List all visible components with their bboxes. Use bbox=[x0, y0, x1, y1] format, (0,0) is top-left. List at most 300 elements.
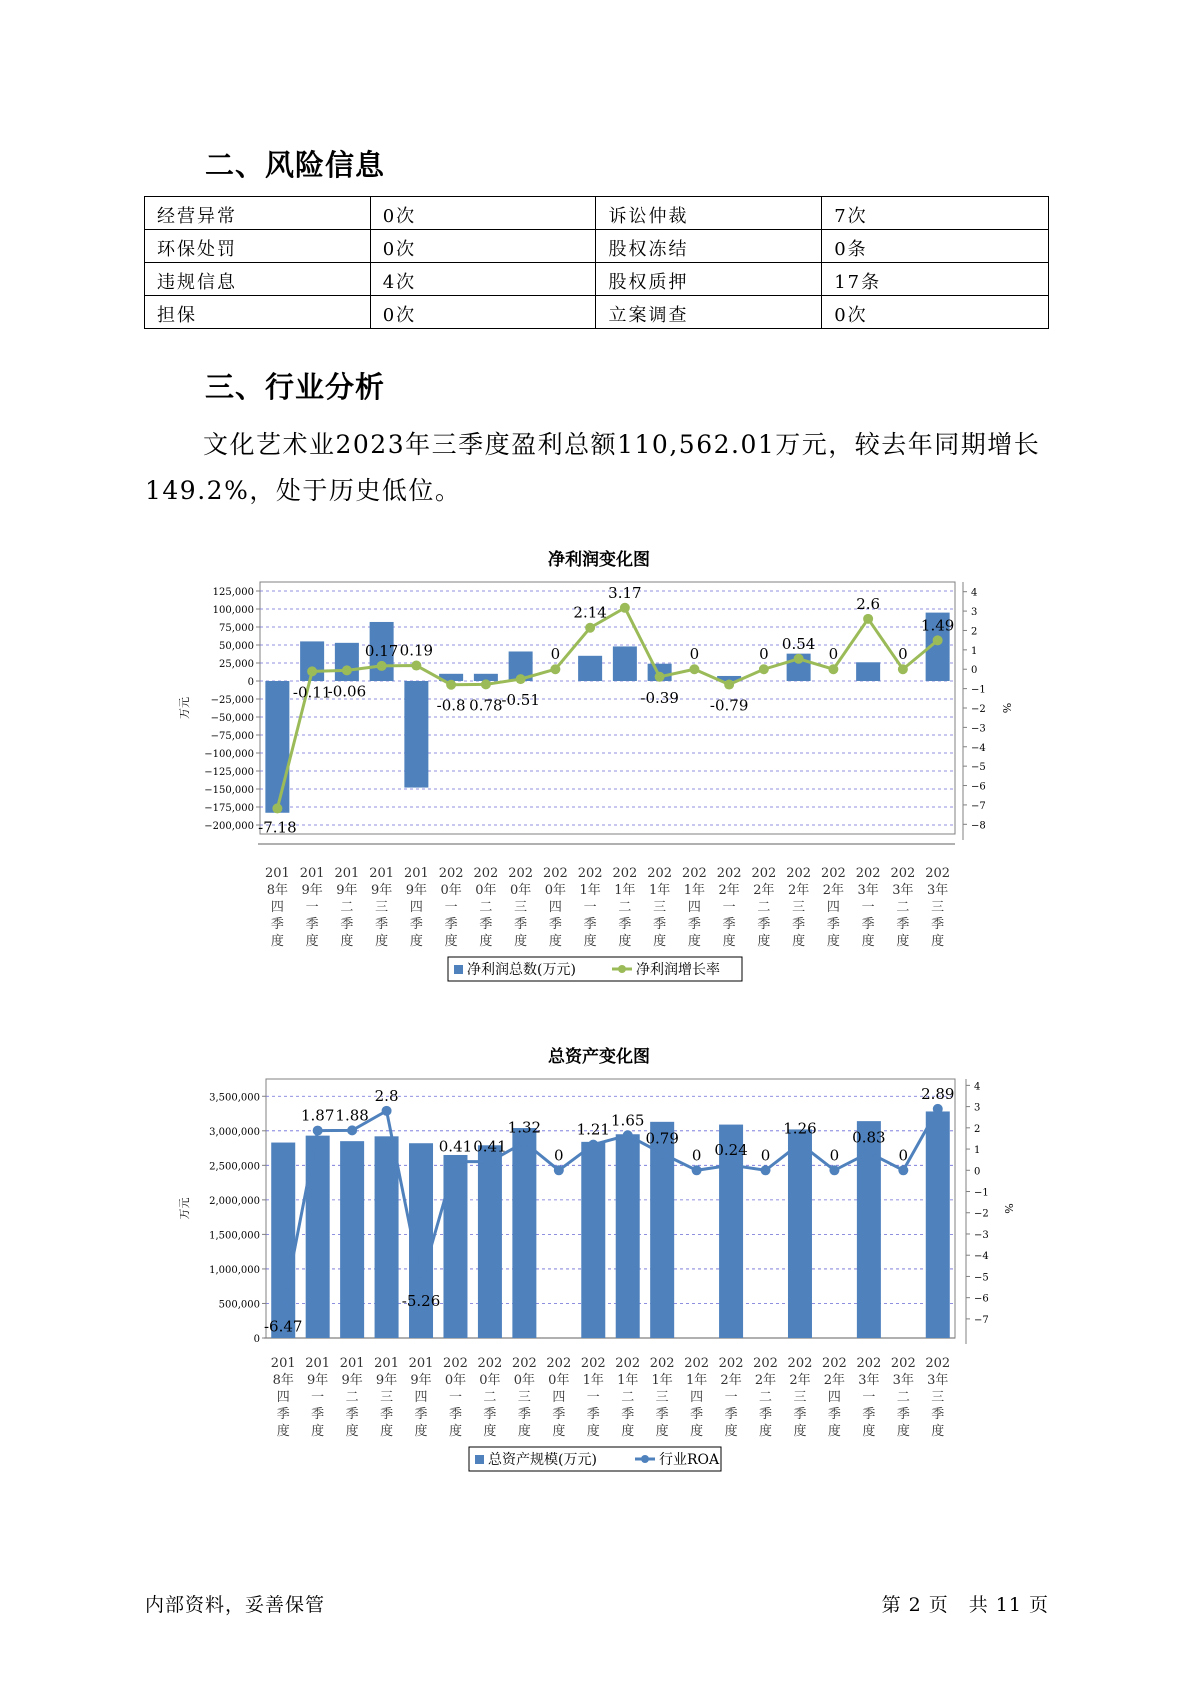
y-tick-label: 2,000,000 bbox=[209, 1195, 260, 1207]
data-label: 0.24 bbox=[714, 1141, 748, 1160]
risk-item-value: 7次 bbox=[822, 197, 1049, 230]
y-tick-label: 1,500,000 bbox=[209, 1230, 260, 1242]
line-point bbox=[272, 803, 282, 813]
x-tick-label: 202 bbox=[684, 1356, 710, 1371]
y2-tick-label: −2 bbox=[971, 704, 986, 715]
y-tick-label: −200,000 bbox=[204, 821, 254, 832]
x-tick-label: 季 bbox=[862, 1407, 876, 1422]
y-tick-label: 0 bbox=[247, 677, 254, 688]
x-tick-label: 季 bbox=[311, 1407, 325, 1422]
x-tick-label: 季 bbox=[757, 917, 771, 932]
data-label: 0 bbox=[550, 645, 561, 664]
x-tick-label: 2年 bbox=[822, 883, 845, 898]
x-tick-label: 三 bbox=[792, 900, 806, 915]
y-tick-label: −50,000 bbox=[210, 713, 254, 724]
x-tick-label: 1年 bbox=[683, 883, 706, 898]
data-label: -0.11 bbox=[292, 683, 332, 702]
risk-item-value: 0次 bbox=[370, 296, 596, 329]
risk-table-row bbox=[145, 230, 1049, 263]
bar-2018年四季度 bbox=[265, 681, 289, 813]
y2-tick-label: −5 bbox=[974, 1272, 989, 1284]
x-tick-label: 一 bbox=[311, 1390, 325, 1405]
x-tick-label: 2年 bbox=[753, 883, 775, 898]
x-tick-label: 四 bbox=[276, 1390, 290, 1405]
x-tick-label: 季 bbox=[380, 1407, 394, 1422]
x-tick-label: 二 bbox=[483, 1390, 497, 1405]
x-tick-label: 二 bbox=[618, 900, 632, 915]
x-tick-label: 度 bbox=[270, 934, 284, 949]
x-tick-label: 202 bbox=[681, 866, 707, 881]
x-tick-label: 201 bbox=[403, 866, 429, 881]
y2-tick-label: 1 bbox=[974, 1145, 981, 1157]
x-tick-label: 202 bbox=[753, 1356, 778, 1371]
data-label: -0.51 bbox=[501, 691, 540, 710]
x-tick-label: 202 bbox=[822, 1356, 847, 1371]
x-tick-label: 季 bbox=[931, 1407, 945, 1422]
data-label: 1.26 bbox=[783, 1119, 817, 1138]
risk-item-label: 环保处罚 bbox=[145, 230, 371, 263]
x-tick-label: 202 bbox=[820, 866, 846, 881]
data-label: -0.8 bbox=[436, 696, 466, 715]
y-tick-label: 125,000 bbox=[212, 587, 254, 598]
data-label: 1.49 bbox=[920, 616, 955, 635]
x-tick-label: 三 bbox=[931, 1390, 945, 1405]
y2-tick-label: −7 bbox=[971, 800, 986, 812]
x-tick-label: 1年 bbox=[582, 1373, 604, 1388]
y2-tick-label: 3 bbox=[974, 1102, 981, 1114]
x-tick-label: 三 bbox=[931, 900, 945, 915]
footer-page-number: 第 2 页 共 11 页 bbox=[881, 1594, 1049, 1616]
legend-line-marker bbox=[641, 1455, 649, 1463]
x-tick-label: 202 bbox=[615, 1356, 641, 1371]
x-tick-label: 季 bbox=[826, 917, 840, 932]
x-tick-label: 度 bbox=[827, 1424, 841, 1439]
x-tick-label: 二 bbox=[759, 1390, 773, 1405]
line-point bbox=[585, 623, 595, 633]
y-tick-label: −175,000 bbox=[204, 803, 254, 814]
y2-tick-label: −3 bbox=[971, 723, 986, 735]
x-tick-label: 度 bbox=[896, 1424, 910, 1439]
x-tick-label: 3年 bbox=[892, 883, 914, 898]
line-point bbox=[828, 664, 838, 674]
bar-2021年二季度 bbox=[613, 646, 637, 681]
x-tick-label: 0年 bbox=[544, 883, 567, 898]
x-tick-label: 季 bbox=[305, 917, 319, 932]
line-point bbox=[342, 665, 352, 675]
data-label: 0 bbox=[759, 645, 769, 664]
line-point bbox=[554, 1165, 564, 1175]
y-axis-label: 万元 bbox=[178, 697, 191, 719]
y-tick-label: −125,000 bbox=[204, 767, 254, 778]
x-tick-label: 9年 bbox=[370, 883, 393, 898]
y2-axis-label: % bbox=[1000, 702, 1013, 714]
data-label: 2.8 bbox=[374, 1086, 399, 1105]
line-point bbox=[933, 1104, 943, 1114]
x-tick-label: 202 bbox=[925, 866, 951, 881]
x-tick-label: 季 bbox=[690, 1407, 704, 1422]
x-tick-label: 202 bbox=[477, 1356, 503, 1371]
x-tick-label: 四 bbox=[548, 900, 562, 915]
y-tick-label: −75,000 bbox=[210, 731, 254, 742]
x-tick-label: 201 bbox=[408, 1356, 434, 1371]
x-tick-label: 季 bbox=[409, 917, 423, 932]
x-tick-label: 度 bbox=[345, 1424, 359, 1439]
line-point bbox=[278, 1303, 288, 1313]
data-label: 0.83 bbox=[852, 1128, 886, 1147]
line-point bbox=[655, 672, 665, 682]
y2-tick-label: −4 bbox=[971, 742, 986, 754]
x-tick-label: 0年 bbox=[475, 883, 497, 898]
x-tick-label: 度 bbox=[444, 934, 458, 949]
line-point bbox=[450, 1157, 460, 1167]
risk-item-value: 0次 bbox=[370, 230, 596, 263]
data-label: 1.21 bbox=[576, 1120, 610, 1139]
data-label: 0 bbox=[828, 645, 839, 664]
risk-item-value: 0次 bbox=[822, 296, 1049, 329]
x-tick-label: 9年 bbox=[307, 1373, 329, 1388]
x-tick-label: 季 bbox=[687, 917, 701, 932]
risk-item-value: 4次 bbox=[370, 263, 596, 296]
x-tick-label: 9年 bbox=[410, 1373, 432, 1388]
x-tick-label: 0年 bbox=[513, 1373, 536, 1388]
x-tick-label: 202 bbox=[890, 1356, 916, 1371]
x-tick-label: 度 bbox=[757, 934, 771, 949]
industry-paragraph bbox=[145, 422, 1050, 514]
x-tick-label: 四 bbox=[270, 900, 284, 915]
data-label: -0.39 bbox=[640, 688, 679, 707]
bar-2020年二季度 bbox=[478, 1145, 502, 1338]
risk-item-label: 立案调查 bbox=[596, 296, 822, 329]
y-axis-label: 万元 bbox=[178, 1197, 191, 1220]
y2-tick-label: −5 bbox=[971, 762, 986, 774]
data-label: -7.18 bbox=[258, 818, 297, 837]
x-tick-label: 一 bbox=[583, 900, 597, 915]
x-tick-label: 一 bbox=[722, 900, 736, 915]
x-tick-label: 季 bbox=[722, 917, 736, 932]
legend-line-label: 行业ROA bbox=[659, 1452, 720, 1468]
line-point bbox=[898, 664, 908, 674]
data-label: 0.19 bbox=[399, 641, 434, 660]
x-tick-label: 度 bbox=[448, 1424, 462, 1439]
y-tick-label: 500,000 bbox=[218, 1299, 260, 1311]
x-tick-label: 度 bbox=[653, 934, 667, 949]
x-tick-label: 1年 bbox=[614, 883, 636, 898]
x-tick-label: 度 bbox=[414, 1424, 428, 1439]
x-tick-label: 202 bbox=[508, 866, 534, 881]
x-tick-label: 度 bbox=[276, 1424, 290, 1439]
line-point bbox=[864, 1148, 874, 1158]
x-tick-label: 季 bbox=[517, 1407, 531, 1422]
x-tick-label: 季 bbox=[375, 917, 389, 932]
x-tick-label: 一 bbox=[724, 1390, 738, 1405]
x-tick-label: 度 bbox=[690, 1424, 704, 1439]
x-tick-label: 度 bbox=[340, 934, 354, 949]
x-tick-label: 0年 bbox=[440, 883, 462, 898]
y-tick-label: 100,000 bbox=[212, 605, 254, 616]
x-tick-label: 202 bbox=[473, 866, 499, 881]
x-tick-label: 一 bbox=[305, 900, 319, 915]
x-tick-label: 四 bbox=[409, 900, 423, 915]
risk-item-value: 0次 bbox=[370, 197, 596, 230]
x-tick-label: 202 bbox=[443, 1356, 468, 1371]
risk-item-label: 违规信息 bbox=[145, 263, 371, 296]
x-tick-label: 202 bbox=[787, 1356, 813, 1371]
x-tick-label: 度 bbox=[380, 1424, 394, 1439]
x-tick-label: 1年 bbox=[648, 883, 671, 898]
x-tick-label: 0年 bbox=[479, 1373, 501, 1388]
x-tick-label: 2年 bbox=[718, 883, 740, 898]
x-tick-label: 度 bbox=[793, 1424, 807, 1439]
x-tick-label: 202 bbox=[577, 866, 603, 881]
legend-bar-label: 净利润总数(万元) bbox=[467, 962, 576, 978]
data-label: 3.17 bbox=[608, 583, 642, 602]
line-point bbox=[657, 1149, 667, 1159]
line-point bbox=[795, 1139, 805, 1149]
line-point bbox=[519, 1137, 529, 1147]
data-label: 0.41 bbox=[438, 1137, 473, 1156]
x-tick-label: 9年 bbox=[301, 883, 323, 898]
x-tick-label: 四 bbox=[687, 900, 701, 915]
risk-item-label: 担保 bbox=[145, 296, 371, 329]
data-label: 0 bbox=[898, 1146, 909, 1165]
y2-tick-label: 2 bbox=[971, 626, 978, 638]
x-tick-label: 二 bbox=[345, 1390, 359, 1405]
x-tick-label: 202 bbox=[649, 1356, 675, 1371]
x-tick-label: 季 bbox=[653, 917, 667, 932]
bar-2019年四季度 bbox=[404, 681, 428, 788]
risk-item-label: 诉讼仲裁 bbox=[596, 197, 822, 230]
x-tick-label: 度 bbox=[931, 1424, 945, 1439]
line-point bbox=[416, 1277, 426, 1287]
bar-2019年三季度 bbox=[375, 1136, 399, 1338]
x-tick-label: 202 bbox=[751, 866, 777, 881]
x-tick-label: 2年 bbox=[823, 1373, 846, 1388]
x-tick-label: 二 bbox=[479, 900, 493, 915]
total-assets-chart bbox=[0, 1065, 1191, 1495]
x-tick-label: 季 bbox=[759, 1407, 773, 1422]
y-tick-label: 75,000 bbox=[219, 623, 254, 634]
bar-2023年三季度 bbox=[926, 1111, 950, 1338]
x-tick-label: 三 bbox=[653, 900, 667, 915]
x-tick-label: 季 bbox=[931, 917, 945, 932]
y2-tick-label: 2 bbox=[974, 1123, 981, 1135]
bar-2021年二季度 bbox=[616, 1134, 640, 1338]
data-label: -6.47 bbox=[263, 1317, 303, 1336]
x-tick-label: 二 bbox=[340, 900, 354, 915]
x-tick-label: 度 bbox=[409, 934, 423, 949]
x-tick-label: 度 bbox=[517, 1424, 531, 1439]
risk-item-label: 经营异常 bbox=[145, 197, 371, 230]
data-label: 0 bbox=[898, 645, 908, 664]
line-point bbox=[620, 603, 630, 613]
x-tick-label: 季 bbox=[896, 1407, 910, 1422]
line-point bbox=[516, 674, 526, 684]
x-tick-label: 度 bbox=[655, 1424, 669, 1439]
x-tick-label: 度 bbox=[792, 934, 806, 949]
data-label: 0 bbox=[691, 1146, 702, 1165]
x-tick-label: 度 bbox=[311, 1424, 325, 1439]
line-point bbox=[726, 1160, 736, 1170]
x-tick-label: 度 bbox=[896, 934, 910, 949]
legend-line-marker bbox=[618, 965, 626, 973]
x-tick-label: 度 bbox=[862, 1424, 876, 1439]
y2-tick-label: −4 bbox=[974, 1251, 989, 1263]
y2-tick-label: −1 bbox=[971, 684, 986, 696]
data-label: 2.14 bbox=[573, 603, 607, 622]
x-tick-label: 202 bbox=[511, 1356, 537, 1371]
x-tick-label: 201 bbox=[299, 866, 325, 881]
x-tick-label: 度 bbox=[586, 1424, 600, 1439]
y2-tick-label: 0 bbox=[971, 665, 978, 677]
industry-section-title: 三、行业分析 bbox=[205, 370, 386, 404]
x-tick-label: 二 bbox=[896, 1390, 910, 1405]
industry-paragraph-text: 文化艺术业2023年三季度盈利总额110,562.01万元，较去年同期增长149.2%，处于历史低位。 bbox=[145, 430, 1041, 505]
y-tick-label: −100,000 bbox=[204, 749, 254, 760]
x-tick-label: 度 bbox=[305, 934, 319, 949]
x-tick-label: 201 bbox=[339, 1356, 365, 1371]
y2-tick-label: 3 bbox=[971, 607, 978, 619]
line-point bbox=[898, 1165, 908, 1175]
x-tick-label: 度 bbox=[931, 934, 945, 949]
legend-bar-swatch bbox=[475, 1455, 484, 1464]
x-tick-label: 三 bbox=[517, 1390, 531, 1405]
line-point bbox=[759, 664, 769, 674]
plot-area bbox=[258, 582, 955, 837]
x-tick-label: 度 bbox=[687, 934, 701, 949]
x-tick-label: 四 bbox=[827, 1390, 841, 1405]
data-label: 0 bbox=[554, 1146, 564, 1165]
x-tick-label: 季 bbox=[586, 1407, 600, 1422]
x-tick-label: 0年 bbox=[548, 1373, 570, 1388]
line-point bbox=[313, 1126, 323, 1136]
risk-item-label: 股权冻结 bbox=[596, 230, 822, 263]
x-tick-label: 0年 bbox=[444, 1373, 467, 1388]
data-label: 1.87 bbox=[300, 1106, 335, 1125]
x-tick-label: 202 bbox=[580, 1356, 606, 1371]
x-tick-label: 二 bbox=[621, 1390, 635, 1405]
risk-table-row bbox=[145, 197, 1049, 230]
y2-tick-label: 0 bbox=[974, 1166, 981, 1178]
line-point bbox=[485, 1157, 495, 1167]
x-tick-label: 一 bbox=[444, 900, 458, 915]
x-tick-label: 3年 bbox=[927, 1373, 949, 1388]
x-tick-label: 季 bbox=[479, 917, 493, 932]
total-assets-chart-title: 总资产变化图 bbox=[548, 1047, 650, 1067]
x-tick-label: 202 bbox=[856, 1356, 882, 1371]
net-profit-chart bbox=[0, 570, 1191, 1030]
x-tick-label: 8年 bbox=[272, 1373, 294, 1388]
data-label: 0.17 bbox=[364, 641, 399, 660]
x-tick-label: 四 bbox=[690, 1390, 704, 1405]
y-tick-label: 1,000,000 bbox=[209, 1264, 260, 1276]
y2-tick-label: 4 bbox=[971, 587, 978, 599]
x-tick-label: 季 bbox=[827, 1407, 841, 1422]
x-tick-label: 201 bbox=[369, 866, 395, 881]
line-point bbox=[377, 661, 387, 671]
x-tick-label: 季 bbox=[414, 1407, 428, 1422]
bar-2023年一季度 bbox=[856, 662, 880, 681]
x-tick-label: 季 bbox=[340, 917, 354, 932]
data-label: 0 bbox=[760, 1146, 771, 1165]
data-label: 1.88 bbox=[335, 1106, 369, 1125]
line-point bbox=[724, 680, 734, 690]
x-tick-label: 一 bbox=[862, 1390, 876, 1405]
x-tick-label: 201 bbox=[334, 866, 360, 881]
y-tick-label: 25,000 bbox=[219, 659, 254, 670]
x-tick-label: 季 bbox=[276, 1407, 290, 1422]
x-tick-label: 度 bbox=[724, 1424, 738, 1439]
x-tick-label: 季 bbox=[621, 1407, 635, 1422]
x-tick-label: 2年 bbox=[789, 1373, 811, 1388]
y-tick-label: −150,000 bbox=[204, 785, 254, 796]
line-point bbox=[692, 1165, 702, 1175]
x-tick-label: 202 bbox=[890, 866, 916, 881]
x-tick-label: 季 bbox=[583, 917, 597, 932]
x-tick-label: 1年 bbox=[579, 883, 601, 898]
y-tick-label: 3,500,000 bbox=[209, 1092, 260, 1104]
x-tick-label: 度 bbox=[479, 934, 493, 949]
data-label: 0.78 bbox=[469, 696, 503, 715]
x-tick-label: 三 bbox=[380, 1390, 394, 1405]
y-tick-label: 3,000,000 bbox=[209, 1126, 260, 1138]
x-tick-label: 一 bbox=[448, 1390, 462, 1405]
x-tick-label: 202 bbox=[716, 866, 742, 881]
x-tick-label: 一 bbox=[861, 900, 875, 915]
x-tick-label: 二 bbox=[896, 900, 910, 915]
legend-bar-swatch bbox=[454, 965, 463, 974]
x-tick-label: 9年 bbox=[375, 1373, 398, 1388]
x-tick-label: 202 bbox=[855, 866, 881, 881]
data-label: 2.6 bbox=[856, 594, 881, 613]
x-tick-label: 2年 bbox=[787, 883, 810, 898]
data-label: -0.79 bbox=[709, 696, 749, 715]
x-tick-label: 三 bbox=[655, 1390, 669, 1405]
x-tick-label: 季 bbox=[655, 1407, 669, 1422]
net-profit-chart-title: 净利润变化图 bbox=[548, 550, 650, 570]
x-tick-label: 季 bbox=[618, 917, 632, 932]
x-tick-label: 202 bbox=[542, 866, 568, 881]
x-tick-label: 度 bbox=[552, 1424, 566, 1439]
x-tick-label: 度 bbox=[861, 934, 875, 949]
y2-tick-label: 4 bbox=[974, 1081, 981, 1093]
y2-tick-label: −1 bbox=[974, 1187, 989, 1199]
x-tick-label: 三 bbox=[514, 900, 528, 915]
x-tick-label: 1年 bbox=[651, 1373, 673, 1388]
line-point bbox=[761, 1165, 771, 1175]
x-tick-label: 季 bbox=[861, 917, 875, 932]
x-tick-label: 三 bbox=[793, 1390, 807, 1405]
data-label: 0.54 bbox=[781, 634, 816, 653]
y2-tick-label: 1 bbox=[971, 645, 978, 657]
x-tick-label: 一 bbox=[586, 1390, 600, 1405]
bar-2021年一季度 bbox=[578, 656, 602, 681]
line-point bbox=[481, 679, 491, 689]
x-tick-label: 度 bbox=[826, 934, 840, 949]
x-tick-label: 202 bbox=[546, 1356, 572, 1371]
data-label: -0.06 bbox=[327, 682, 367, 701]
data-label: 0 bbox=[829, 1146, 840, 1165]
x-tick-label: 度 bbox=[722, 934, 736, 949]
data-label: 2.89 bbox=[921, 1084, 955, 1103]
bar-2021年一季度 bbox=[581, 1142, 605, 1338]
legend-line-label: 净利润增长率 bbox=[636, 962, 720, 978]
x-tick-label: 季 bbox=[724, 1407, 738, 1422]
bar-2019年二季度 bbox=[340, 1141, 364, 1338]
x-tick-label: 度 bbox=[759, 1424, 773, 1439]
bar-2020年一季度 bbox=[443, 1155, 467, 1338]
bar-2020年三季度 bbox=[512, 1128, 536, 1338]
x-tick-label: 季 bbox=[552, 1407, 566, 1422]
